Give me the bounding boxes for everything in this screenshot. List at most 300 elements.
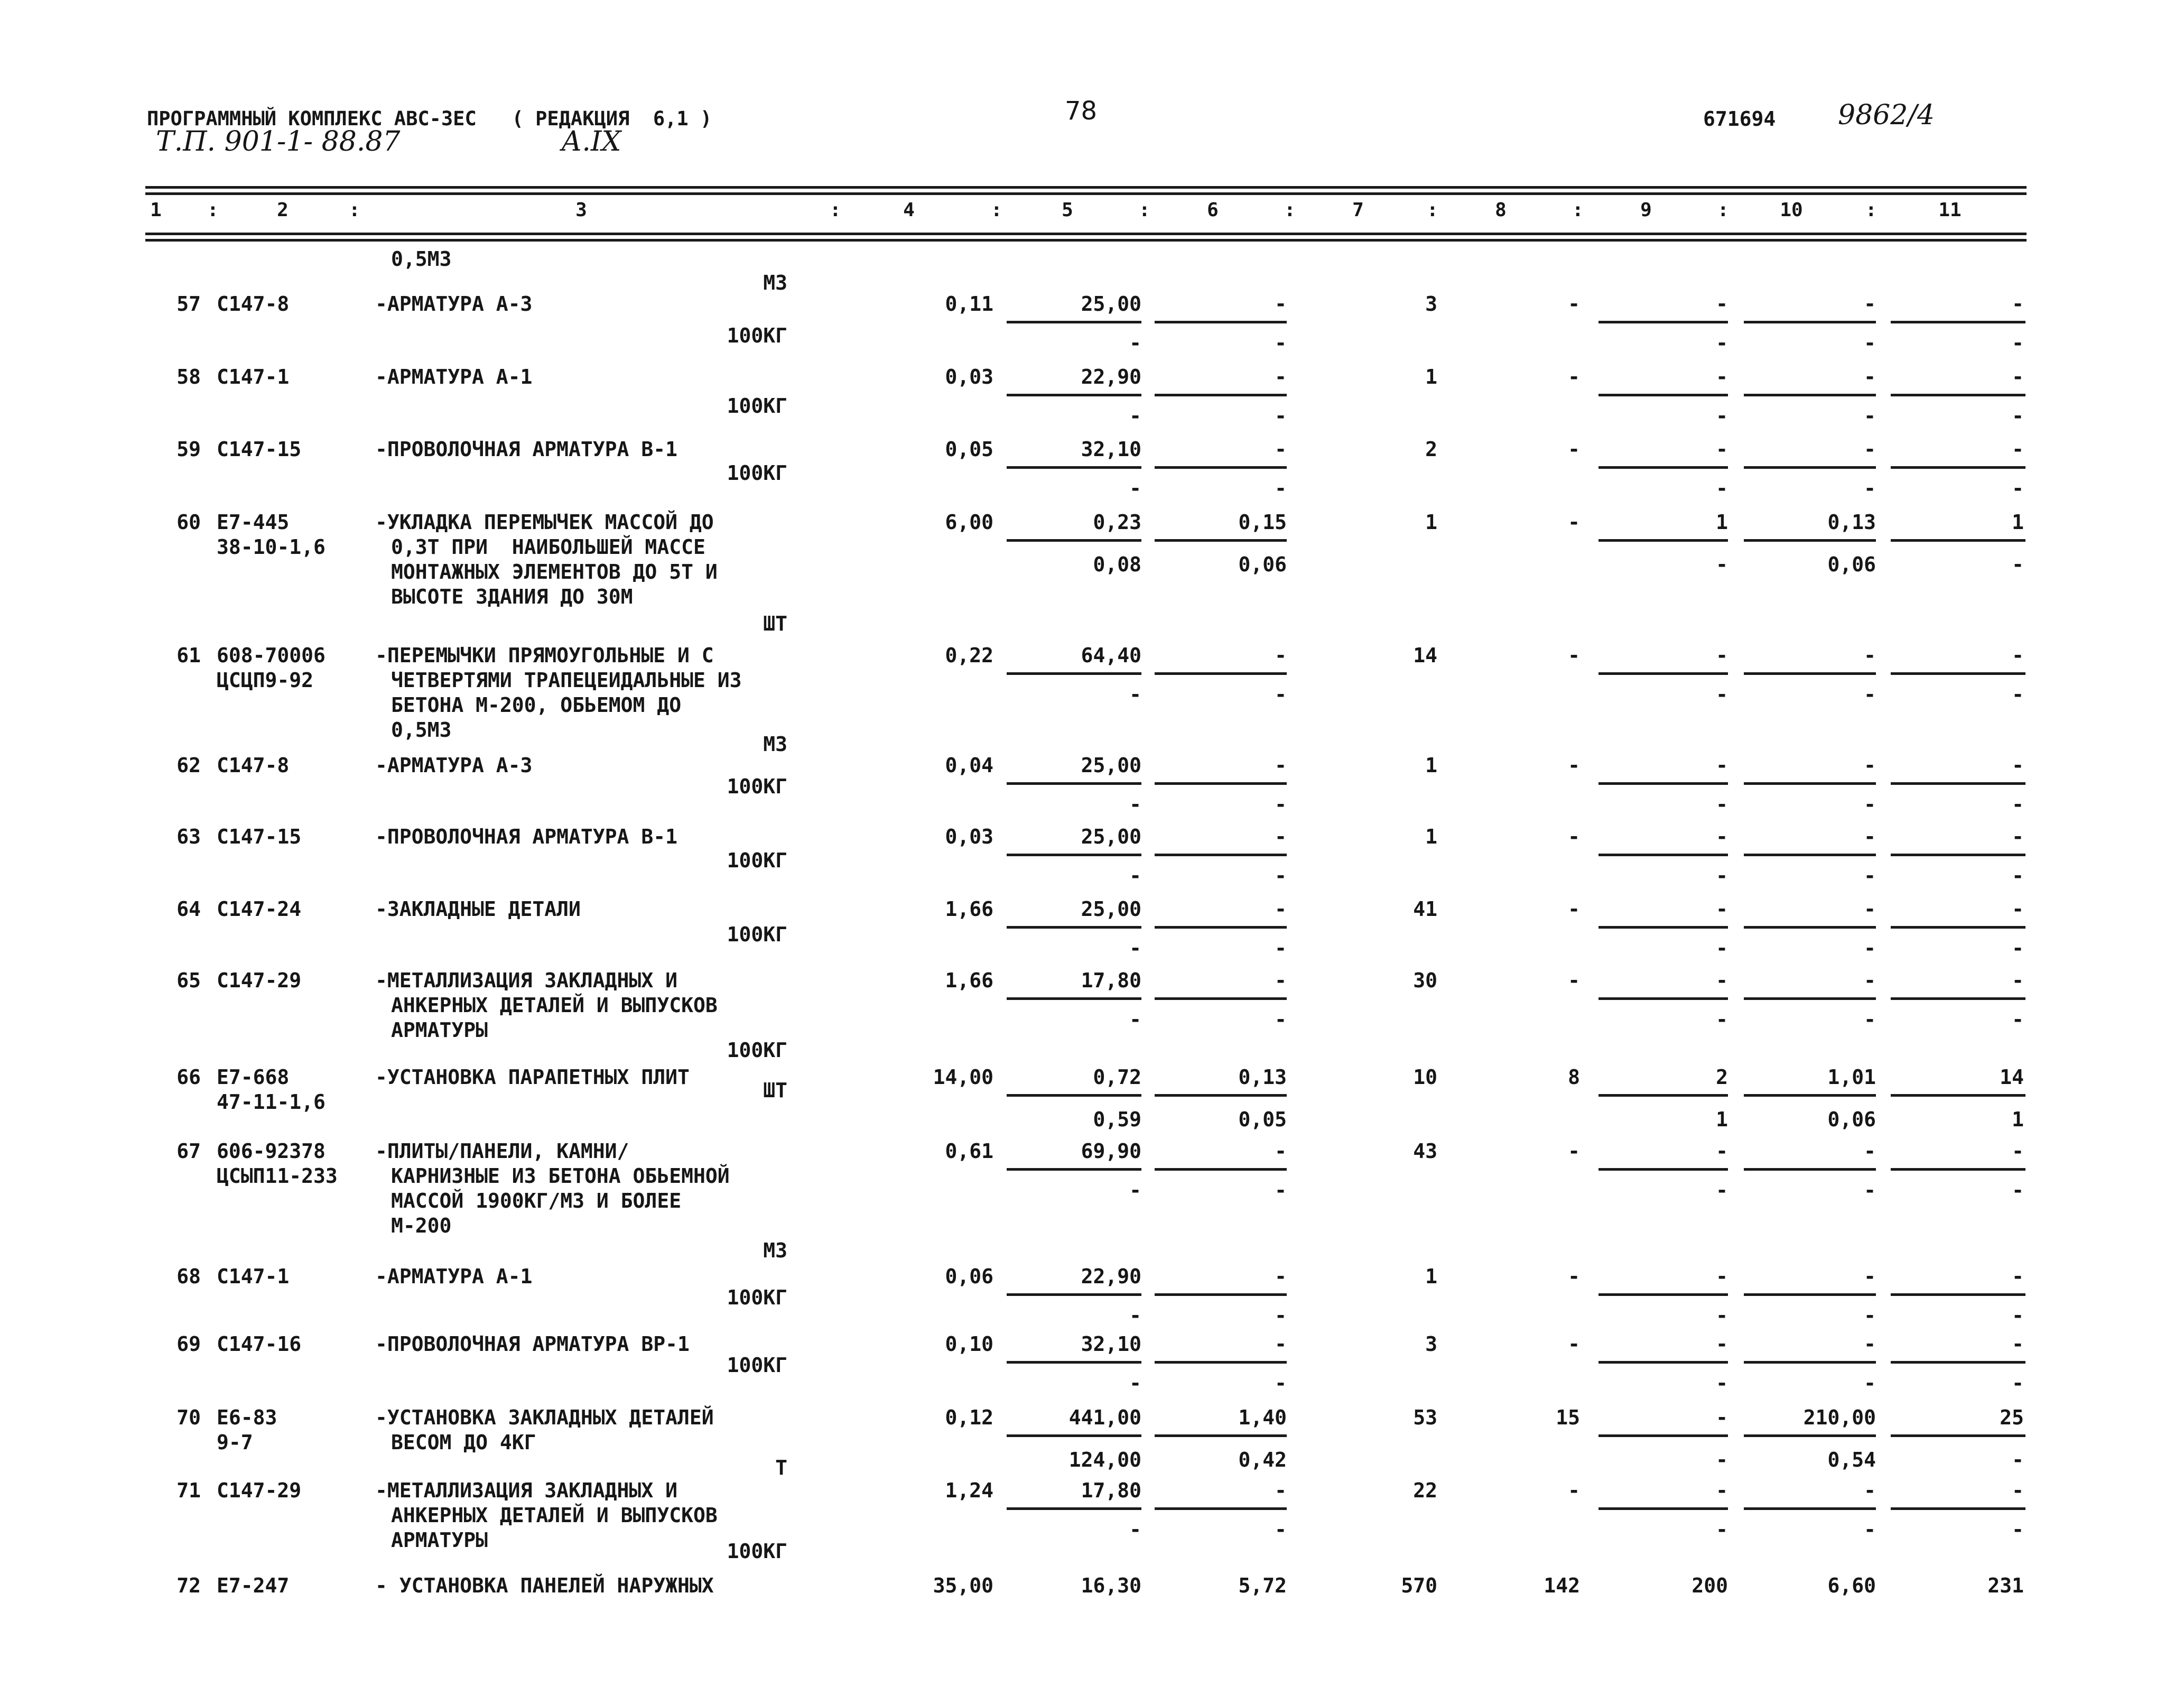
column-separator: : [1139, 199, 1150, 221]
value-col-7: 1 [1425, 365, 1437, 388]
value-col-10-secondary: 0,06 [1827, 1108, 1876, 1131]
cell-divider-line [1891, 1361, 2025, 1364]
value-col-11: 25 [2000, 1406, 2024, 1429]
value-col-7: 570 [1401, 1574, 1437, 1597]
cell-divider-line [1744, 466, 1876, 469]
cell-divider-line [1007, 1094, 1141, 1097]
value-col-11: - [2012, 825, 2024, 848]
work-description: -АРМАТУРА А-3 [375, 754, 533, 777]
value-col-9: - [1716, 897, 1728, 921]
work-description: -МЕТАЛЛИЗАЦИЯ ЗАКЛАДНЫХ И [375, 1479, 677, 1502]
work-description: АРМАТУРЫ [391, 1018, 488, 1042]
rate-code-secondary: 9-7 [217, 1431, 253, 1454]
cell-divider-line [1891, 854, 2025, 856]
value-col-9: - [1716, 644, 1728, 667]
value-col-8: 8 [1568, 1066, 1580, 1089]
value-col-6: 0,13 [1238, 1066, 1287, 1089]
empty-value-dash: - [1275, 1304, 1287, 1327]
empty-value-dash: - [2012, 1008, 2024, 1031]
rate-code: 606-92378 [217, 1140, 326, 1163]
program-title: ПРОГРАММНЫЙ КОМПЛЕКС АВС-ЗЕС ( РЕДАКЦИЯ 6,1 ) [147, 107, 712, 130]
cell-divider-line [1007, 672, 1141, 675]
column-header-7: 7 [1352, 199, 1364, 221]
row-number: 63 [176, 825, 201, 848]
value-col-9: - [1716, 969, 1728, 992]
empty-value-dash: - [1129, 404, 1141, 428]
cell-divider-line [1007, 926, 1141, 929]
value-col-10: - [1864, 825, 1876, 848]
value-col-6: 1,40 [1238, 1406, 1287, 1429]
value-col-6-secondary: 0,06 [1238, 553, 1287, 576]
empty-value-dash: - [1864, 404, 1876, 428]
cell-divider-line [1155, 1293, 1287, 1296]
empty-value-dash: - [1275, 1008, 1287, 1031]
cell-divider-line [1598, 1094, 1728, 1097]
value-col-9: - [1716, 438, 1728, 461]
value-col-8: 142 [1544, 1574, 1580, 1597]
unit-of-measure: ШТ [763, 1079, 787, 1102]
value-col-10: - [1864, 1332, 1876, 1356]
value-col-7: 22 [1413, 1479, 1437, 1502]
cell-divider-line [1155, 1507, 1287, 1510]
work-description: -УСТАНОВКА ПАРАПЕТНЫХ ПЛИТ [375, 1066, 690, 1089]
work-description: АНКЕРНЫХ ДЕТАЛЕЙ И ВЫПУСКОВ [391, 1504, 718, 1527]
work-description: КАРНИЗНЫЕ ИЗ БЕТОНА ОБЬЕМНОЙ [391, 1164, 730, 1188]
unit-of-measure: 100КГ [727, 1039, 787, 1062]
empty-value-dash: - [1864, 1179, 1876, 1202]
value-col-5: 22,90 [1081, 1265, 1141, 1288]
rate-code: Е7-445 [217, 511, 290, 534]
cell-divider-line [1744, 997, 1876, 1000]
empty-value-dash: - [1129, 793, 1141, 816]
value-col-11: - [2012, 754, 2024, 777]
value-col-6: - [1275, 897, 1287, 921]
unit-of-measure: М3 [763, 271, 787, 294]
unit-of-measure: Т [775, 1456, 787, 1479]
unit-of-measure: 100КГ [727, 775, 787, 798]
value-col-7: 1 [1425, 754, 1437, 777]
cell-divider-line [1891, 539, 2025, 542]
unit-of-measure: М3 [763, 733, 787, 756]
empty-value-dash: - [1275, 404, 1287, 428]
cell-divider-line [1891, 394, 2025, 396]
row-number: 61 [176, 644, 201, 667]
cell-divider-line [1744, 672, 1876, 675]
value-col-9: - [1716, 754, 1728, 777]
empty-value-dash: - [1716, 793, 1728, 816]
cell-divider-line [1744, 1361, 1876, 1364]
value-col-7: 41 [1413, 897, 1437, 921]
empty-value-dash: - [1275, 1518, 1287, 1541]
row-number: 59 [176, 438, 201, 461]
value-col-10: - [1864, 1479, 1876, 1502]
value-col-7: 2 [1425, 438, 1437, 461]
work-description: -ПЛИТЫ/ПАНЕЛИ, КАМНИ/ [375, 1140, 629, 1163]
value-col-4: 0,06 [945, 1265, 993, 1288]
value-col-4: 0,11 [945, 292, 993, 316]
column-header-1: 1 [150, 199, 162, 221]
value-col-10: 0,13 [1827, 511, 1876, 534]
value-col-8: - [1568, 292, 1580, 316]
value-col-9: 1 [1716, 511, 1728, 534]
value-col-5: 25,00 [1081, 825, 1141, 848]
cell-divider-line [1744, 1434, 1876, 1437]
empty-value-dash: - [1129, 331, 1141, 355]
empty-value-dash: - [1864, 683, 1876, 706]
rate-code-secondary: ЦСЦП9-92 [217, 669, 314, 692]
column-separator: : [830, 199, 841, 221]
empty-value-dash: - [1129, 937, 1141, 960]
cell-divider-line [1744, 1293, 1876, 1296]
empty-value-dash: - [1716, 331, 1728, 355]
value-col-7: 30 [1413, 969, 1437, 992]
value-col-9-secondary: - [1716, 1448, 1728, 1471]
rate-code: С147-29 [217, 969, 302, 992]
value-col-4: 0,12 [945, 1406, 993, 1429]
unit-of-measure: 100КГ [727, 923, 787, 946]
value-col-10: - [1864, 438, 1876, 461]
cell-divider-line [1891, 672, 2025, 675]
empty-value-dash: - [2012, 1518, 2024, 1541]
value-col-6: - [1275, 754, 1287, 777]
value-col-6-secondary: 0,42 [1238, 1448, 1287, 1471]
cell-divider-line [1155, 782, 1287, 785]
work-description: ВЫСОТЕ ЗДАНИЯ ДО 30М [391, 585, 633, 608]
empty-value-dash: - [1275, 864, 1287, 887]
value-col-6: - [1275, 644, 1287, 667]
work-description: - УСТАНОВКА ПАНЕЛЕЙ НАРУЖНЫХ [375, 1574, 714, 1597]
value-col-10: - [1864, 365, 1876, 388]
header-rule-top-2 [145, 192, 2027, 195]
cell-divider-line [1598, 926, 1728, 929]
value-col-5-secondary: 124,00 [1068, 1448, 1141, 1471]
album-number: А.IX [561, 126, 621, 158]
value-col-8: - [1568, 969, 1580, 992]
value-col-4: 0,05 [945, 438, 993, 461]
value-col-11: 231 [1987, 1574, 2024, 1597]
cell-divider-line [1007, 1507, 1141, 1510]
value-col-4: 1,24 [945, 1479, 993, 1502]
cell-divider-line [1598, 466, 1728, 469]
empty-value-dash: - [1716, 864, 1728, 887]
value-col-4: 0,03 [945, 825, 993, 848]
empty-value-dash: - [1129, 864, 1141, 887]
empty-value-dash: - [2012, 864, 2024, 887]
cell-divider-line [1598, 1361, 1728, 1364]
work-description: МАССОЙ 1900КГ/М3 И БОЛЕЕ [391, 1189, 682, 1212]
cell-divider-line [1155, 672, 1287, 675]
rate-code: С147-1 [217, 1265, 290, 1288]
value-col-6: 0,15 [1238, 511, 1287, 534]
value-col-6: 5,72 [1238, 1574, 1287, 1597]
value-col-11: - [2012, 1479, 2024, 1502]
row-number: 62 [176, 754, 201, 777]
unit-of-measure: М3 [763, 1239, 787, 1262]
value-col-11: - [2012, 1332, 2024, 1356]
value-col-5: 17,80 [1081, 1479, 1141, 1502]
cell-divider-line [1744, 394, 1876, 396]
empty-value-dash: - [1864, 937, 1876, 960]
cell-divider-line [1007, 394, 1141, 396]
rate-code: С147-1 [217, 365, 290, 388]
value-col-9: - [1716, 825, 1728, 848]
cell-divider-line [1891, 1168, 2025, 1171]
empty-value-dash: - [2012, 331, 2024, 355]
rate-code: С147-29 [217, 1479, 302, 1502]
header-rule-bottom [145, 233, 2027, 235]
cell-divider-line [1744, 1094, 1876, 1097]
column-separator: : [1717, 199, 1729, 221]
cell-divider-line [1598, 854, 1728, 856]
work-description: -АРМАТУРА А-1 [375, 365, 533, 388]
value-col-8: - [1568, 438, 1580, 461]
row-number: 65 [176, 969, 201, 992]
value-col-11: - [2012, 365, 2024, 388]
cell-divider-line [1598, 782, 1728, 785]
empty-value-dash: - [1129, 683, 1141, 706]
value-col-9: 200 [1692, 1574, 1728, 1597]
value-col-7: 10 [1413, 1066, 1437, 1089]
value-col-8: - [1568, 365, 1580, 388]
cell-divider-line [1007, 1293, 1141, 1296]
rate-code: Е6-83 [217, 1406, 277, 1429]
work-description: -ПРОВОЛОЧНАЯ АРМАТУРА В-1 [375, 438, 677, 461]
column-header-5: 5 [1062, 199, 1073, 221]
value-col-11-secondary: - [2012, 553, 2024, 576]
value-col-11: 14 [2000, 1066, 2024, 1089]
value-col-11: - [2012, 897, 2024, 921]
row-number: 57 [176, 292, 201, 316]
column-separator: : [1284, 199, 1296, 221]
value-col-9: - [1716, 365, 1728, 388]
rate-code: С147-8 [217, 754, 290, 777]
value-col-7: 3 [1425, 292, 1437, 316]
value-col-7: 53 [1413, 1406, 1437, 1429]
rate-code: С147-15 [217, 438, 302, 461]
empty-value-dash: - [1716, 683, 1728, 706]
cell-divider-line [1598, 997, 1728, 1000]
value-col-11-secondary: - [2012, 1448, 2024, 1471]
unit-of-measure: 100КГ [727, 1286, 787, 1309]
cell-divider-line [1155, 926, 1287, 929]
value-col-4: 35,00 [933, 1574, 993, 1597]
value-col-8: - [1568, 644, 1580, 667]
cell-divider-line [1598, 1507, 1728, 1510]
cell-divider-line [1598, 321, 1728, 323]
cell-divider-line [1007, 1361, 1141, 1364]
cell-divider-line [1744, 321, 1876, 323]
cell-divider-line [1744, 926, 1876, 929]
empty-value-dash: - [1716, 1179, 1728, 1202]
cell-divider-line [1744, 782, 1876, 785]
unit-of-measure: 100КГ [727, 849, 787, 872]
rate-code: Е7-247 [217, 1574, 290, 1597]
empty-value-dash: - [1864, 1008, 1876, 1031]
cell-divider-line [1155, 1168, 1287, 1171]
empty-value-dash: - [1275, 793, 1287, 816]
cell-divider-line [1598, 1293, 1728, 1296]
cell-divider-line [1155, 1361, 1287, 1364]
value-col-10: - [1864, 897, 1876, 921]
work-description: -ЗАКЛАДНЫЕ ДЕТАЛИ [375, 897, 581, 921]
unit-of-measure: ШТ [763, 612, 787, 635]
cell-divider-line [1155, 539, 1287, 542]
work-description: -ПРОВОЛОЧНАЯ АРМАТУРА ВР-1 [375, 1332, 690, 1356]
value-col-9: - [1716, 1265, 1728, 1288]
empty-value-dash: - [1129, 477, 1141, 500]
work-description: 0,5М3 [391, 247, 452, 271]
rate-code: 608-70006 [217, 644, 326, 667]
column-separator: : [207, 199, 219, 221]
column-header-2: 2 [277, 199, 289, 221]
row-number: 68 [176, 1265, 201, 1288]
cell-divider-line [1007, 321, 1141, 323]
work-description: АРМАТУРЫ [391, 1528, 488, 1552]
column-separator: : [349, 199, 360, 221]
cell-divider-line [1155, 321, 1287, 323]
value-col-4: 14,00 [933, 1066, 993, 1089]
cell-divider-line [1007, 539, 1141, 542]
value-col-8: - [1568, 1479, 1580, 1502]
empty-value-dash: - [2012, 793, 2024, 816]
value-col-9: 2 [1716, 1066, 1728, 1089]
row-number: 72 [176, 1574, 201, 1597]
column-header-9: 9 [1640, 199, 1652, 221]
value-col-8: - [1568, 897, 1580, 921]
header-rule-bottom-2 [145, 239, 2027, 242]
unit-of-measure: 100КГ [727, 324, 787, 347]
empty-value-dash: - [1716, 1372, 1728, 1395]
cell-divider-line [1155, 997, 1287, 1000]
cell-divider-line [1891, 926, 2025, 929]
work-description: -МЕТАЛЛИЗАЦИЯ ЗАКЛАДНЫХ И [375, 969, 677, 992]
empty-value-dash: - [2012, 404, 2024, 428]
value-col-6: - [1275, 1140, 1287, 1163]
empty-value-dash: - [2012, 683, 2024, 706]
cell-divider-line [1007, 854, 1141, 856]
value-col-11: - [2012, 1265, 2024, 1288]
unit-of-measure: 100КГ [727, 461, 787, 485]
value-col-4: 0,10 [945, 1332, 993, 1356]
cell-divider-line [1744, 1168, 1876, 1171]
empty-value-dash: - [2012, 477, 2024, 500]
value-col-9-secondary: - [1716, 553, 1728, 576]
value-col-4: 0,04 [945, 754, 993, 777]
value-col-9: - [1716, 292, 1728, 316]
value-col-7: 14 [1413, 644, 1437, 667]
value-col-8: - [1568, 1140, 1580, 1163]
value-col-11: 1 [2012, 511, 2024, 534]
value-col-10: - [1864, 969, 1876, 992]
value-col-4: 1,66 [945, 897, 993, 921]
row-number: 60 [176, 511, 201, 534]
value-col-8: - [1568, 1332, 1580, 1356]
work-description: 0,5М3 [391, 718, 452, 742]
work-description: 0,3Т ПРИ НАИБОЛЬШЕЙ МАССЕ [391, 535, 705, 559]
column-separator: : [1865, 199, 1877, 221]
value-col-5-secondary: 0,08 [1093, 553, 1141, 576]
cell-divider-line [1007, 466, 1141, 469]
value-col-5: 69,90 [1081, 1140, 1141, 1163]
row-number: 67 [176, 1140, 201, 1163]
value-col-4: 1,66 [945, 969, 993, 992]
work-description: -ПРОВОЛОЧНАЯ АРМАТУРА В-1 [375, 825, 677, 848]
work-description: ЧЕТВЕРТЯМИ ТРАПЕЦЕИДАЛЬНЫЕ ИЗ [391, 669, 742, 692]
row-number: 71 [176, 1479, 201, 1502]
rate-code-secondary: ЦСЫП11-233 [217, 1164, 338, 1188]
value-col-10: 210,00 [1803, 1406, 1876, 1429]
cell-divider-line [1007, 997, 1141, 1000]
rate-code: С147-8 [217, 292, 290, 316]
cell-divider-line [1891, 466, 2025, 469]
column-header-10: 10 [1780, 199, 1803, 221]
column-header-3: 3 [575, 199, 587, 221]
value-col-6: - [1275, 1479, 1287, 1502]
cell-divider-line [1891, 1507, 2025, 1510]
cell-divider-line [1744, 1507, 1876, 1510]
value-col-10-secondary: 0,54 [1827, 1448, 1876, 1471]
value-col-5: 0,72 [1093, 1066, 1141, 1089]
value-col-8: - [1568, 754, 1580, 777]
empty-value-dash: - [1716, 937, 1728, 960]
value-col-4: 0,61 [945, 1140, 993, 1163]
empty-value-dash: - [1864, 331, 1876, 355]
value-col-9: - [1716, 1332, 1728, 1356]
cell-divider-line [1007, 1168, 1141, 1171]
cell-divider-line [1155, 1434, 1287, 1437]
value-col-7: 1 [1425, 511, 1437, 534]
work-description: АНКЕРНЫХ ДЕТАЛЕЙ И ВЫПУСКОВ [391, 994, 718, 1017]
rate-code-secondary: 47-11-1,6 [217, 1090, 326, 1114]
cell-divider-line [1744, 854, 1876, 856]
value-col-9-secondary: 1 [1716, 1108, 1728, 1131]
empty-value-dash: - [1864, 1304, 1876, 1327]
rate-code-secondary: 38-10-1,6 [217, 535, 326, 559]
value-col-9: - [1716, 1479, 1728, 1502]
value-col-11: - [2012, 1140, 2024, 1163]
value-col-11: - [2012, 292, 2024, 316]
column-separator: : [1427, 199, 1438, 221]
row-number: 70 [176, 1406, 201, 1429]
work-description: БЕТОНА М-200, ОБЬЕМОМ ДО [391, 693, 682, 717]
cell-divider-line [1155, 466, 1287, 469]
value-col-5-secondary: 0,59 [1093, 1108, 1141, 1131]
cell-divider-line [1007, 1434, 1141, 1437]
value-col-11: - [2012, 644, 2024, 667]
value-col-8: - [1568, 511, 1580, 534]
cell-divider-line [1007, 782, 1141, 785]
column-header-8: 8 [1495, 199, 1507, 221]
value-col-9: - [1716, 1406, 1728, 1429]
column-separator: : [1572, 199, 1584, 221]
cell-divider-line [1891, 1094, 2025, 1097]
value-col-4: 6,00 [945, 511, 993, 534]
value-col-5: 17,80 [1081, 969, 1141, 992]
value-col-5: 0,23 [1093, 511, 1141, 534]
value-col-5: 441,00 [1068, 1406, 1141, 1429]
value-col-5: 25,00 [1081, 754, 1141, 777]
rate-code: С147-16 [217, 1332, 302, 1356]
cell-divider-line [1891, 321, 2025, 323]
value-col-6-secondary: 0,05 [1238, 1108, 1287, 1131]
empty-value-dash: - [2012, 1179, 2024, 1202]
column-separator: : [991, 199, 1002, 221]
empty-value-dash: - [1864, 1518, 1876, 1541]
empty-value-dash: - [2012, 1304, 2024, 1327]
cell-divider-line [1598, 1168, 1728, 1171]
value-col-6: - [1275, 365, 1287, 388]
column-header-11: 11 [1938, 199, 1962, 221]
